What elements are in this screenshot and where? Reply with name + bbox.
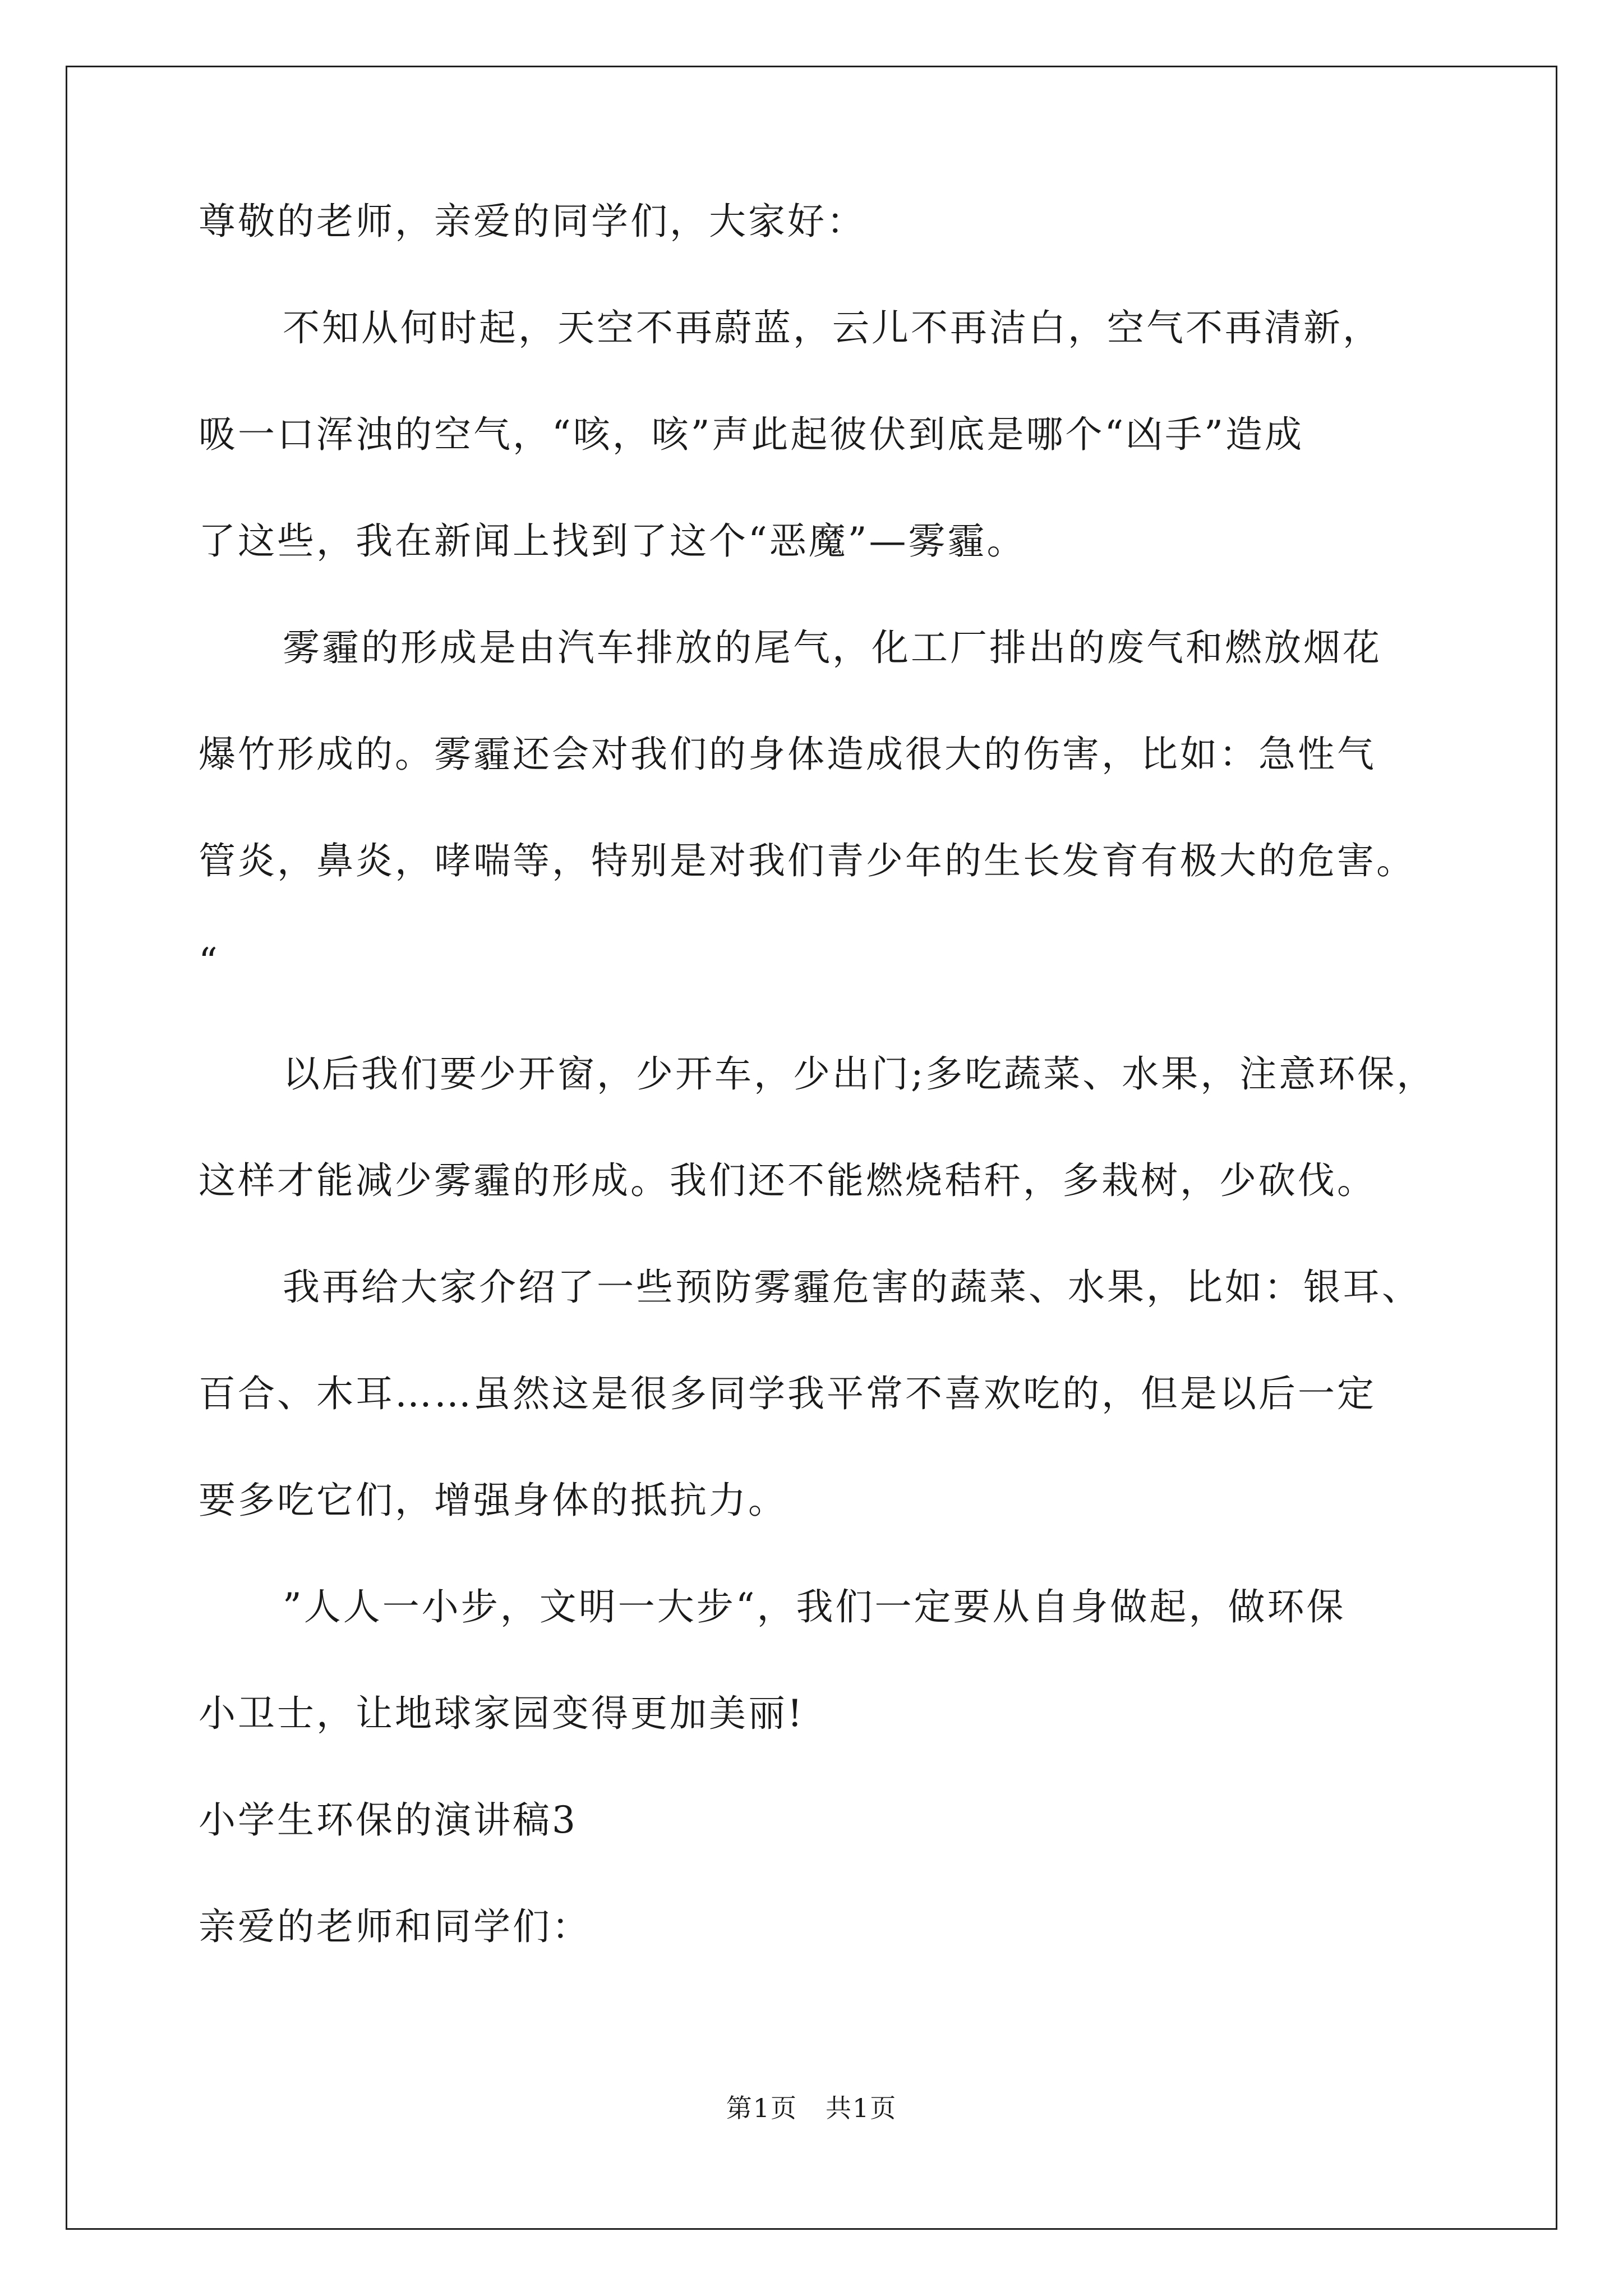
- page-number: 第1页: [726, 2093, 798, 2123]
- paragraph-line: 要多吃它们，增强身体的抵抗力。: [199, 1479, 787, 1522]
- section-title: 小学生环保的演讲稿3: [199, 1798, 578, 1842]
- page-total: 共1页: [825, 2093, 897, 2123]
- paragraph-line: 百合、木耳……虽然这是很多同学我平常不喜欢吃的，但是以后一定: [199, 1372, 1376, 1415]
- page-footer: [0, 2091, 1623, 2125]
- paragraph-line: 小卫士，让地球家园变得更加美丽!: [199, 1692, 805, 1735]
- greeting-line: 亲爱的老师和同学们：: [199, 1905, 591, 1948]
- paragraph-line: 吸一口浑浊的空气，“咳，咳”声此起彼伏到底是哪个“凶手”造成: [199, 413, 1304, 456]
- paragraph-line: “: [199, 940, 220, 983]
- greeting-line: 尊敬的老师，亲爱的同学们，大家好：: [199, 200, 866, 243]
- paragraph-line: 了这些，我在新闻上找到了这个“恶魔”—雾霾。: [199, 519, 1026, 563]
- paragraph-line: 不知从何时起，天空不再蔚蓝，云儿不再洁白，空气不再清新，: [283, 306, 1382, 349]
- paragraph-line: 我再给大家介绍了一些预防雾霾危害的蔬菜、水果，比如：银耳、: [283, 1266, 1421, 1309]
- paragraph-line: 爆竹形成的。雾霾还会对我们的身体造成很大的伤害，比如：急性气: [199, 733, 1376, 776]
- paragraph-line: 管炎，鼻炎，哮喘等，特别是对我们青少年的生长发育有极大的危害。: [199, 839, 1415, 882]
- paragraph-line: 以后我们要少开窗，少开车，少出门;多吃蔬菜、水果，注意环保，: [283, 1052, 1436, 1096]
- paragraph-line: ”人人一小步，文明一大步“，我们一定要从自身做起，做环保: [283, 1585, 1346, 1628]
- paragraph-line: 雾霾的形成是由汽车排放的尾气，化工厂排出的废气和燃放烟花: [283, 626, 1382, 669]
- paragraph-line: 这样才能减少雾霾的形成。我们还不能燃烧秸秆，多栽树，少砍伐。: [199, 1159, 1376, 1202]
